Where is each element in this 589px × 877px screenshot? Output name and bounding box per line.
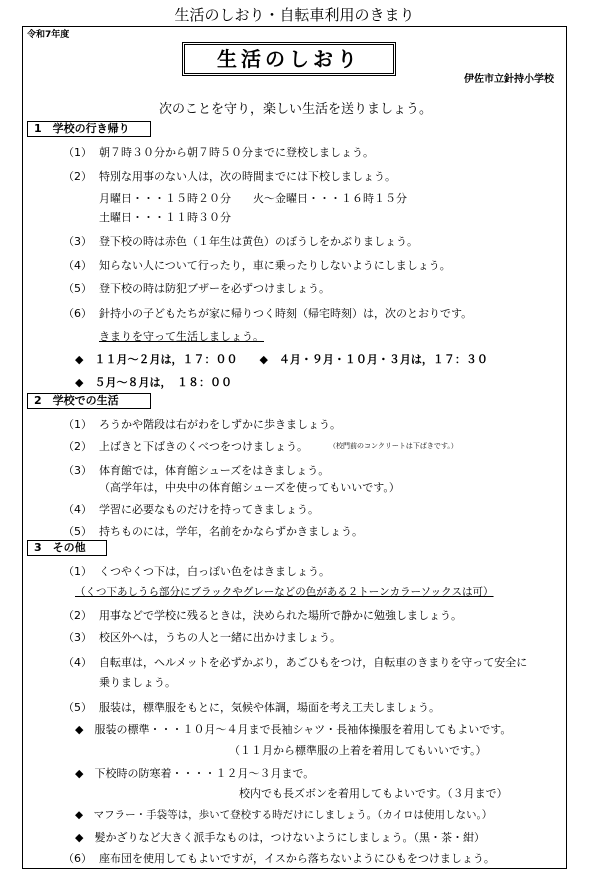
s3-item-5-text: 服装は，標準服をもとに，気候や体調，場面を考え工夫しましょう。 [99,701,440,714]
s3-uniform-bullet-1: ◆ 服装の標準・・・１０月〜４月まで長袖シャツ・長袖体操服を着用してもよいです。 [75,723,512,736]
s3-item-3-number: （3） [63,631,92,644]
s3-uniform-bullet-2: ◆ 下校時の防寒着・・・・１２月〜３月まで。 [75,767,315,780]
s3-item-6-number: （6） [63,852,92,865]
s1-item-6-text: 針持小の子どもたちが家に帰りつく時刻（帰宅時刻）は，次のとおりです。 [99,307,473,320]
s3-item-5-number: （5） [63,701,92,714]
s1-item-2-text: 特別な用事のない人は，次の時間までには下校しましょう。 [99,170,396,183]
s1-item-6-text-2: きまりを守って生活しましょう。 [99,330,264,343]
section-2-heading: 2 学校での生活 [27,393,151,409]
s3-item-4-number: （4） [63,656,92,669]
s1-curfew-bullet-1: ◆ １１月〜２月は，１７：００ ◆ ４月・９月・１０月・３月は，１７：３０ [75,353,488,366]
s2-item-3-text-2: （高学年は，中央中の体育館シューズを使ってもいいです。） [99,481,400,494]
document-frame [22,26,567,869]
s3-item-2-number: （2） [63,609,92,622]
s3-uniform-bullet-4: ◆ 髪かざりなど大きく派手なものは，つけないようにしましょう。（黒・茶・紺） [75,831,485,844]
page-title: 生活のしおり・自転車利用のきまり [174,6,415,24]
section-3-heading: 3 その他 [27,540,107,556]
s1-curfew-bullet-2: ◆ ５月〜８月は， １８：００ [75,376,232,389]
s3-item-2-text: 用事などで学校に残るときは，決められた場所で静かに勉強しましょう。 [99,609,462,622]
s1-item-5-number: （5） [63,282,92,295]
s1-item-2-schedule-1: 月曜日・・・１５時２０分 火〜金曜日・・・１６時１５分 [99,192,407,205]
s1-item-3-number: （3） [63,235,92,248]
school-year: 令和7年度 [27,30,70,40]
s3-uniform-bullet-3: ◆ マフラー・手袋等は，歩いて登校する時だけにしましょう。（カイロは使用しない。） [75,809,493,821]
s2-item-3-number: （3） [63,464,92,477]
s2-item-1-text: ろうかや階段は右がわをしずかに歩きましょう。 [99,418,341,431]
s1-item-4-number: （4） [63,259,92,272]
s1-item-5-text: 登下校の時は防犯ブザーを必ずつけましょう。 [99,282,330,295]
s2-item-2-number: （2） [63,440,92,453]
s1-item-2-schedule-2: 土曜日・・・１１時３０分 [99,211,231,224]
s2-item-2-text: 上ばきと下ばきのくべつをつけましょう。 [99,440,308,453]
s1-item-4-text: 知らない人について行ったり，車に乗ったりしないようにしましょう。 [99,259,451,272]
s1-item-6-number: （6） [63,307,92,320]
s3-item-4-text-2: 乗りましょう。 [99,676,176,689]
s3-item-1-text: くつやくつ下は，白っぽい色をはきましょう。 [99,565,330,578]
s2-item-5-text: 持ちものには，学年，名前をかならずかきましょう。 [99,525,363,538]
s2-item-4-number: （4） [63,503,92,516]
s1-item-1-text: 朝７時３０分から朝７時５０分までに登校しましょう。 [99,146,374,159]
school-name: 伊佐市立針持小学校 [464,74,554,85]
s3-item-3-text: 校区外へは，うちの人と一緒に出かけましょう。 [99,631,341,644]
intro-text: 次のことを守り，楽しい生活を送りましょう。 [158,102,432,117]
s2-item-3-text: 体育館では，体育館シューズをはきましょう。 [99,464,330,477]
s3-uniform-bullet-1-note: （１１月から標準服の上着を着用してもいいです。） [229,744,487,757]
s1-item-1-number: （1） [63,146,92,159]
s3-item-4-text: 自転車は，ヘルメットを必ずかぶり，あごひもをつけ，自転車のきまりを守って安全に [99,656,528,669]
s1-item-3-text: 登下校の時は赤色（１年生は黄色）のぼうしをかぶりましょう。 [99,235,418,248]
s1-item-2-number: （2） [63,170,92,183]
s2-item-2-note: （校門前のコンクリートは下ばきです。） [329,442,458,450]
s2-item-5-number: （5） [63,525,92,538]
s2-item-1-number: （1） [63,418,92,431]
s3-item-1-text-2: （くつ下あしうら部分にブラックやグレーなどの色がある２トーンカラーソックスは可） [75,586,494,598]
document-title: 生活のしおり [182,42,396,76]
s2-item-4-text: 学習に必要なものだけを持ってきましょう。 [99,503,319,516]
section-1-heading: 1 学校の行き帰り [27,121,151,137]
s3-uniform-bullet-2-note: 校内でも長ズボンを着用してもよいです。（３月まで） [239,787,508,800]
s3-item-6-text: 座布団を使用してもよいですが，イスから落ちないようにひもをつけましょう。 [99,852,495,865]
s3-item-1-number: （1） [63,565,92,578]
